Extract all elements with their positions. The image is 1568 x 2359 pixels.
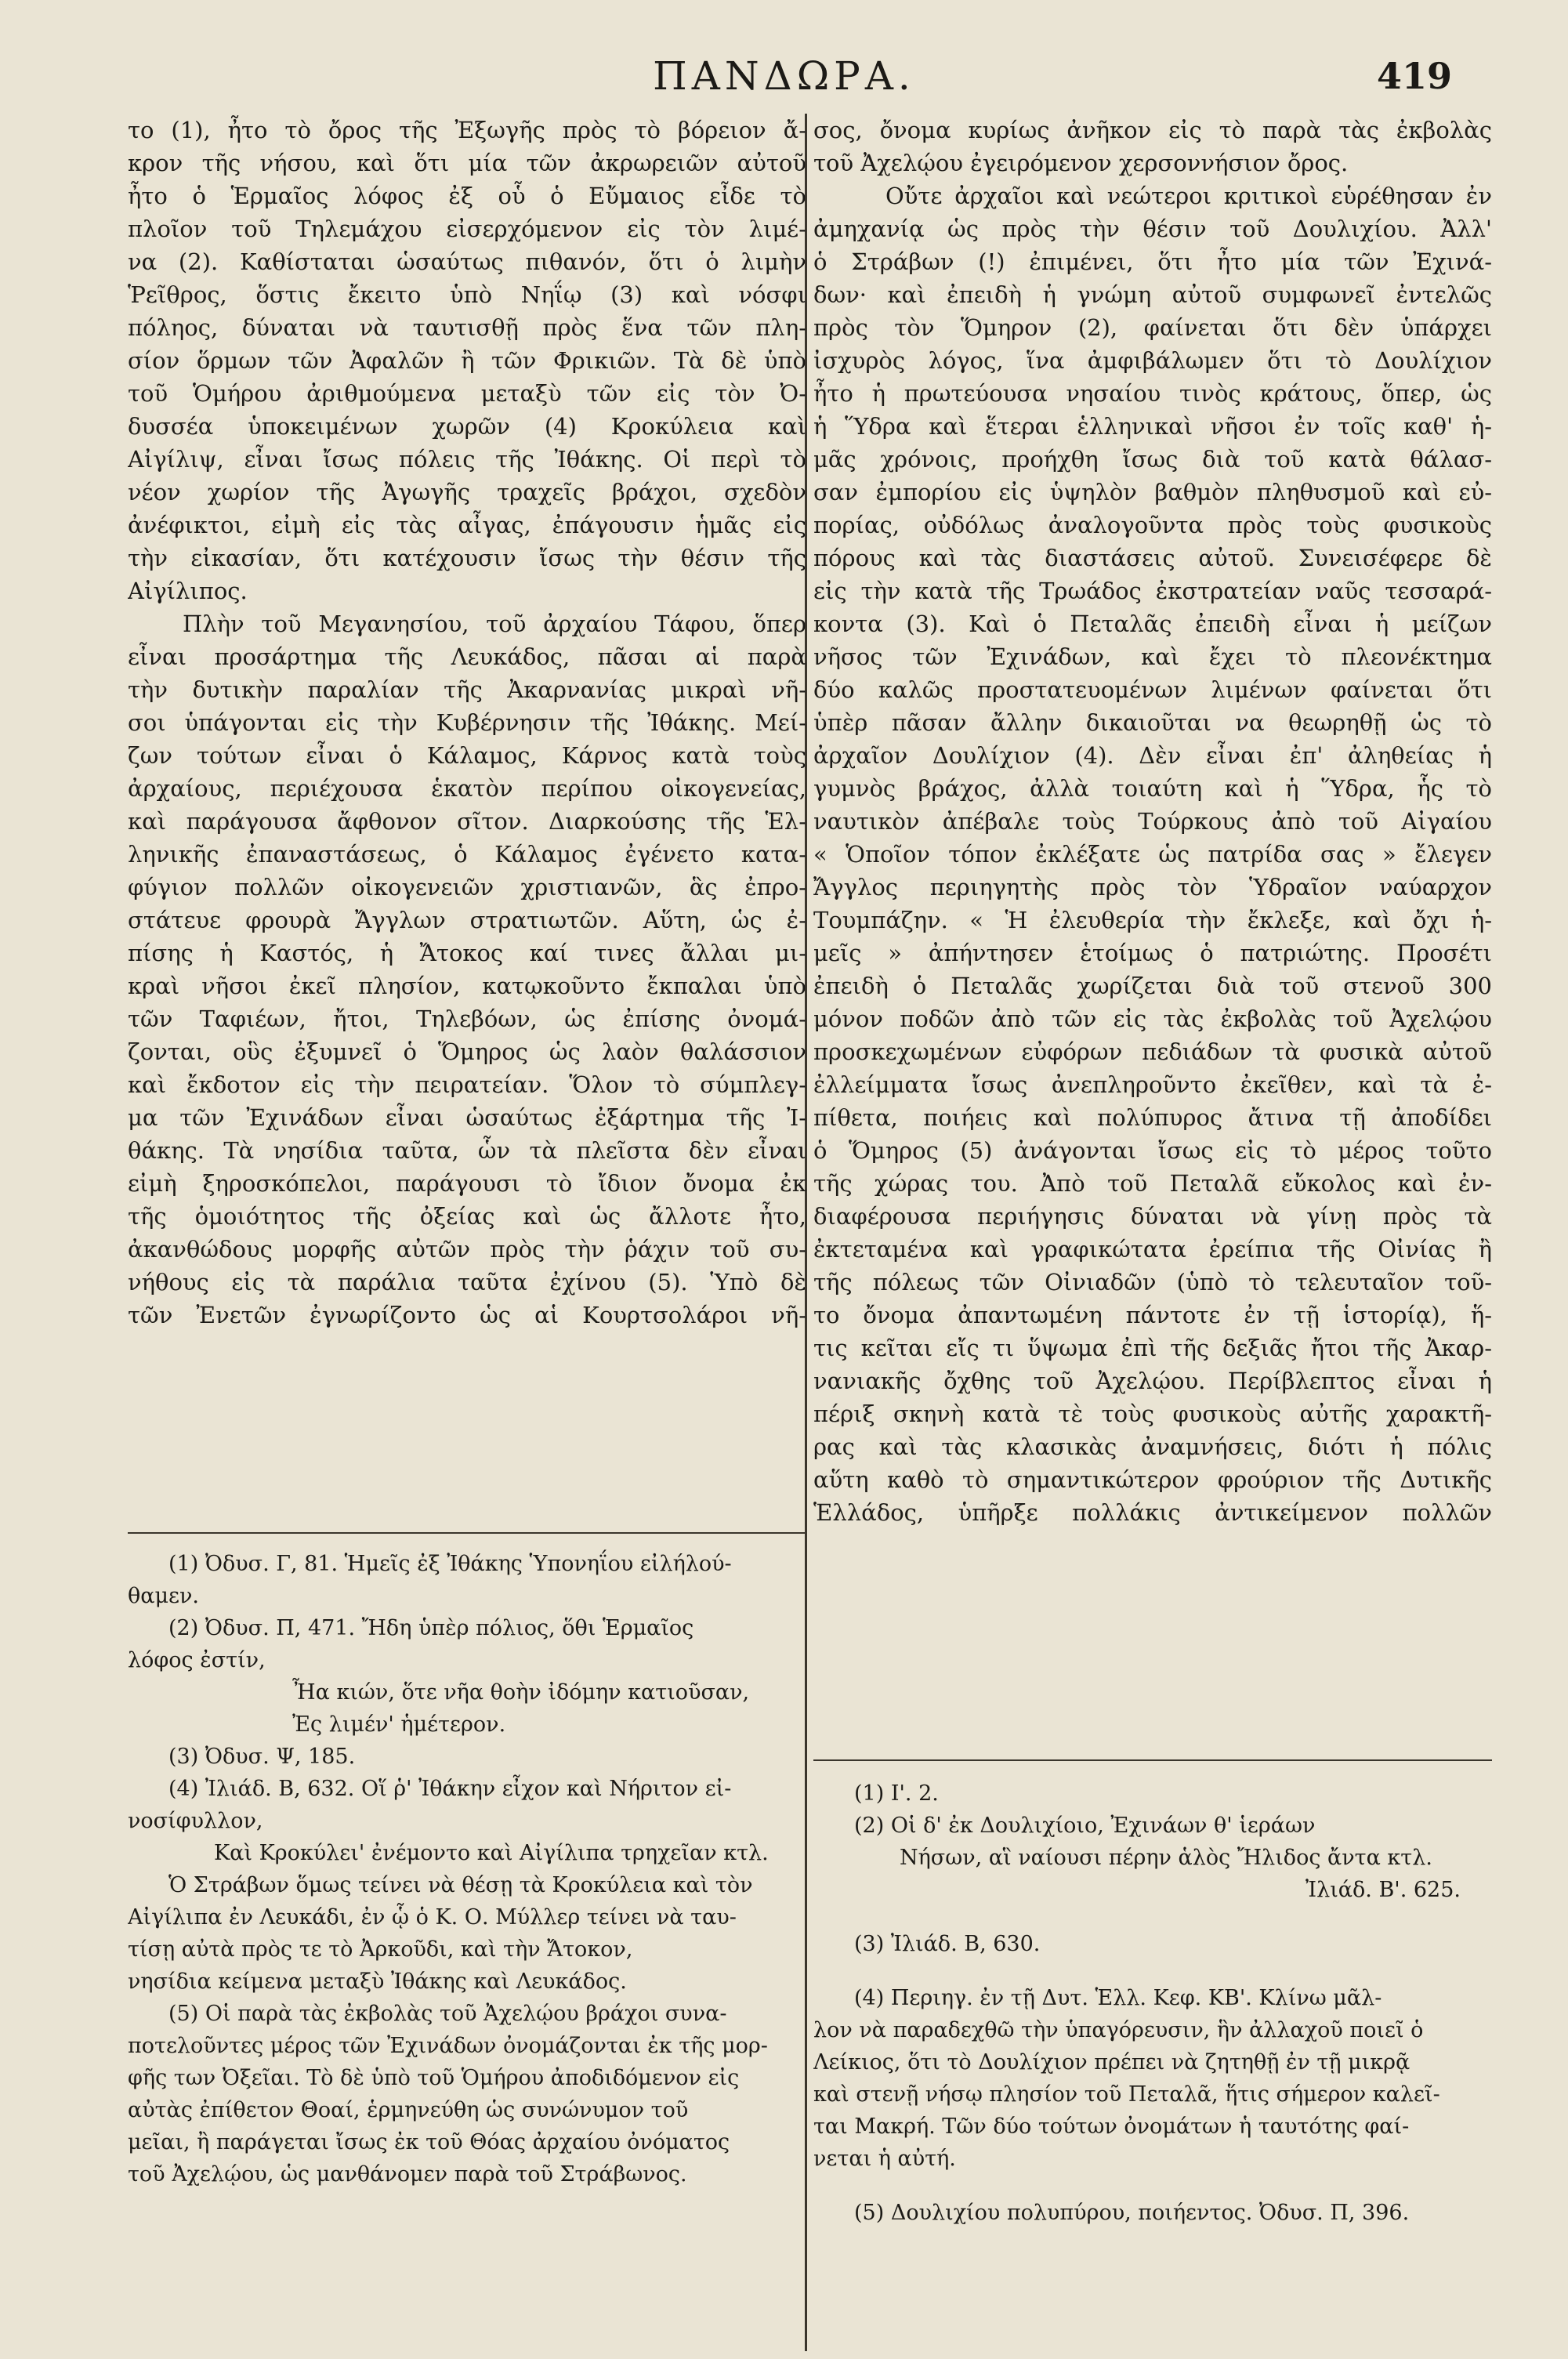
text-line: ἦτο ὁ Ἑρμαῖος λόφος ἐξ οὗ ὁ Εὔμαιος εἶδε τὸ [128, 183, 806, 209]
text-line: σοι ὑπάγονται εἰς τὴν Κυβέρνησιν τῆς Ἰθάκης. Μεί- [128, 709, 806, 736]
text-line: πίθετα, ποιήεις καὶ πολύπυρος ἄτινα τῇ ἀποδίδει [813, 1104, 1492, 1131]
footnote-line: νεται ἡ αὐτή. [813, 2147, 956, 2171]
text-line: διαφέρουσα περιήγησις δύναται νὰ γίνῃ πρὸς τὰ [813, 1203, 1492, 1230]
text-line: καὶ ἔκδοτον εἰς τὴν πειρατείαν. Ὅλον τὸ σύμπλεγ- [128, 1071, 806, 1098]
footnote-line: νοσίφυλλον, [128, 1809, 263, 1833]
text-line: εἰς τὴν κατὰ τῆς Τρωάδος ἐκστρατείαν ναῦς τεσσαρά- [813, 578, 1492, 604]
footnote-line: Αἰγίλιπα ἐν Λευκάδι, ἐν ᾧ ὁ Κ. Ο. Μύλλερ τείνει νὰ ταυ- [128, 1905, 737, 1930]
footnote-rule-right [813, 1759, 1492, 1761]
text-line: τὴν δυτικὴν παραλίαν τῆς Ἀκαρνανίας μικραὶ νῆ- [128, 676, 806, 703]
text-line: πόρους καὶ τὰς διαστάσεις αὐτοῦ. Συνεισέφερε δὲ [813, 545, 1492, 571]
text-line: τῆς χώρας του. Ἀπὸ τοῦ Πεταλᾶ εὔκολος καὶ ἐν- [813, 1170, 1492, 1197]
footnote-rule-left [128, 1532, 806, 1534]
text-line: Τουμπάζην. « Ἡ ἐλευθερία τὴν ἔκλεξε, καὶ ὄχι ἡ- [813, 907, 1492, 933]
text-line: εἶναι προσάρτημα τῆς Λευκάδος, πᾶσαι αἱ παρὰ [128, 643, 806, 670]
text-line: ἀκανθώδους μορφῆς αὐτῶν πρὸς τὴν ῥάχιν τοῦ συ- [128, 1236, 806, 1263]
text-line: πόληος, δύναται νὰ ταυτισθῇ πρὸς ἕνα τῶν πλη- [128, 314, 806, 341]
text-line: μα τῶν Ἐχινάδων εἶναι ὡσαύτως ἐξάρτημα τῆς Ἰ- [128, 1104, 806, 1131]
text-line: ὑπὲρ πᾶσαν ἄλλην δικαιοῦται να θεωρηθῇ ὡς τὸ [813, 709, 1492, 736]
footnote-gap [813, 1906, 1492, 1928]
text-line: ρας καὶ τὰς κλασικὰς ἀναμνήσεις, διότι ἡ πόλις [813, 1433, 1492, 1460]
footnote-line: Ὁ Στράβων ὅμως τείνει νὰ θέσῃ τὰ Κροκύλεια καὶ τὸν [168, 1873, 753, 1897]
footnote-line: καὶ στενῇ νήσῳ πλησίον τοῦ Πεταλᾶ, ἥτις σήμερον καλεῖ- [813, 2082, 1440, 2107]
paragraph-start-line: Οὔτε ἀρχαῖοι καὶ νεώτεροι κριτικοὶ εὑρέθησαν ἐν [885, 183, 1492, 209]
footnote-line: (1) Ὀδυσ. Γ, 81. Ἡμεῖς ἐξ Ἰθάκης Ὑπονηΐου εἰλήλού- [168, 1552, 732, 1576]
footnote-line: (5) Οἱ παρὰ τὰς ἐκβολὰς τοῦ Ἀχελῴου βράχοι συνα- [168, 2002, 727, 2026]
text-line: τῶν Ταφιέων, ἤτοι, Τηλεβόων, ὡς ἐπίσης ὀνομά- [128, 1006, 806, 1032]
text-line: νέον χωρίον τῆς Ἀγωγῆς τραχεῖς βράχοι, σχεδὸν [128, 479, 806, 506]
text-line: τῶν Ἐνετῶν ἐγνωρίζοντο ὡς αἱ Κουρτσολάροι νῆ- [128, 1302, 806, 1328]
text-line: ναυτικὸν ἀπέβαλε τοὺς Τούρκους ἀπὸ τοῦ Αἰγαίου [813, 808, 1492, 835]
text-line: σαν ἐμπορίου εἰς ὑψηλὸν βαθμὸν πληθυσμοῦ καὶ εὐ- [813, 479, 1492, 506]
footnote-line: φῆς των Ὀξεῖαι. Τὸ δὲ ὑπὸ τοῦ Ὁμήρου ἀποδιδόμενον εἰς [128, 2066, 740, 2090]
text-line: προσκεχωμένων εὐφόρων πεδιάδων τὰ φυσικὰ αὐτοῦ [813, 1038, 1492, 1065]
text-line: Αἰγίλιψ, εἶναι ἴσως πόλεις τῆς Ἰθάκης. Οἱ περὶ τὸ [128, 446, 806, 473]
text-line: θάκης. Τὰ νησίδια ταῦτα, ὧν τὰ πλεῖστα δὲν εἶναι [128, 1137, 806, 1164]
text-line: τῆς πόλεως τῶν Οἰνιαδῶν (ὑπὸ τὸ τελευταῖον τοῦ- [813, 1269, 1492, 1295]
text-line: κραὶ νῆσοι ἐκεῖ πλησίον, κατῳκοῦντο ἔκπαλαι ὑπὸ [128, 973, 806, 999]
footnote-line: Λείκιος, ὅτι τὸ Δουλίχιον πρέπει νὰ ζητηθῇ ἐν τῇ μικρᾷ [813, 2050, 1410, 2075]
footnote-line: ται Μακρή. Τῶν δύο τούτων ὀνομάτων ἡ ταυτότης φαί- [813, 2114, 1410, 2139]
text-line: αὕτη καθὸ τὸ σημαντικώτερον φρούριον τῆς Δυτικῆς [813, 1466, 1492, 1493]
text-line: εἰμὴ ξηροσκόπελοι, παράγουσι τὸ ἴδιον ὄνομα ἐκ [128, 1170, 806, 1197]
footnote-line: (2) Ὀδυσ. Π, 471. Ἤδη ὑπὲρ πόλιος, ὅθι Ἑρμαῖος [168, 1616, 694, 1640]
text-line: ἐπειδὴ ὁ Πεταλᾶς χωρίζεται διὰ τοῦ στενοῦ 300 [813, 973, 1492, 999]
running-head-title: ΠΑΝΔΩΡΑ. [653, 53, 915, 99]
text-line: ἀρχαίους, περιέχουσα ἑκατὸν περίπου οἰκογενείας, [128, 775, 806, 802]
text-line: Ἑλλάδος, ὑπῆρξε πολλάκις ἀντικείμενον πολλῶν [813, 1499, 1492, 1526]
footnote-line: μεῖαι, ἢ παράγεται ἴσως ἐκ τοῦ Θόας ἀρχαίου ὀνόματος [128, 2130, 730, 2154]
text-line: πρὸς τὸν Ὅμηρον (2), φαίνεται ὅτι δὲν ὑπάρχει [813, 314, 1492, 341]
footnote-line: (4) Περιηγ. ἐν τῇ Δυτ. Ἑλλ. Κεφ. ΚΒ'. Κλίνω μᾶλ- [854, 1986, 1382, 2010]
text-line: πλοῖον τοῦ Τηλεμάχου εἰσερχόμενον εἰς τὸν λιμέ- [128, 216, 806, 242]
text-line: νῆσος τῶν Ἐχινάδων, καὶ ἔχει τὸ πλεονέκτημα [813, 643, 1492, 670]
text-line: πορίας, οὐδόλως ἀναλογοῦντα πρὸς τοὺς φυσικοὺς [813, 512, 1492, 538]
text-line: νανιακῆς ὄχθης τοῦ Ἀχελῴου. Περίβλεπτος εἶναι ἡ [813, 1368, 1492, 1394]
text-line: ἐκτεταμένα καὶ γραφικώτατα ἐρείπια τῆς Οἰνίας ἢ [813, 1236, 1492, 1263]
text-line: τις κεῖται εἴς τι ὕψωμα ἐπὶ τῆς δεξιᾶς ἤτοι τῆς Ἀκαρ- [813, 1335, 1492, 1361]
text-line: φύγιον πολλῶν οἰκογενειῶν χριστιανῶν, ἃς ἐπρο- [128, 874, 806, 900]
footnote-line: (5) Δουλιχίου πολυπύρου, ποιήεντος. Ὀδυσ. Π, 396. [854, 2201, 1410, 2225]
footnote-line: Νήσων, αἳ ναίουσι πέρην ἁλὸς Ἤλιδος ἄντα κτλ. [900, 1846, 1432, 1870]
text-line: ὁ Ὅμηρος (5) ἀνάγονται ἴσως εἰς τὸ μέρος τοῦτο [813, 1137, 1492, 1164]
footnote-line: (2) Οἱ δ' ἐκ Δουλιχίοιο, Ἐχινάων θ' ἱεράων [854, 1814, 1316, 1838]
text-line: μᾶς χρόνοις, προήχθη ἴσως διὰ τοῦ κατὰ θάλασ- [813, 446, 1492, 473]
text-line: ἀρχαῖον Δουλίχιον (4). Δὲν εἶναι ἐπ' ἀληθείας ἡ [813, 742, 1492, 769]
footnote-line: ποτελοῦντες μέρος τῶν Ἐχινάδων ὀνομάζονται ἐκ τῆς μορ- [128, 2034, 768, 2058]
text-line: ἀνέφικτοι, εἰμὴ εἰς τὰς αἶγας, ἐπάγουσιν ἡμᾶς εἰς [128, 512, 806, 538]
footnote-line: Ἰλιάδ. Β'. 625. [1305, 1878, 1461, 1902]
text-line: τοῦ Ὁμήρου ἀριθμούμενα μεταξὺ τῶν εἰς τὸν Ὀ- [128, 380, 806, 407]
text-line: το (1), ἦτο τὸ ὄρος τῆς Ἐξωγῆς πρὸς τὸ βόρειον ἄ- [128, 117, 806, 143]
left-column-text [128, 114, 806, 1332]
text-line: ὁ Στράβων (!) ἐπιμένει, ὅτι ἦτο μία τῶν Ἐχινά- [813, 248, 1492, 275]
paragraph-start-line: Πλὴν τοῦ Μεγανησίου, τοῦ ἀρχαίου Τάφου, ὅπερ [183, 611, 806, 637]
text-line: Ἄγγλος περιηγητὴς πρὸς τὸν Ὑδραῖον ναύαρχον [813, 874, 1492, 900]
text-line: μόνον ποδῶν ἀπὸ τῶν εἰς τὰς ἐκβολὰς τοῦ Ἀχελῴου [813, 1006, 1492, 1032]
text-line: ἐλλείμματα ἴσως ἀνεπληροῦντο ἐκεῖθεν, καὶ τὰ ἐ- [813, 1071, 1492, 1098]
text-line: δυσσέα ὑποκειμένων χωρῶν (4) Κροκύλεια καὶ [128, 413, 806, 440]
text-line: τὴν εἰκασίαν, ὅτι κατέχουσιν ἴσως τὴν θέσιν τῆς [128, 545, 806, 571]
text-line: καὶ παράγουσα ἄφθονον σῖτον. Διαρκούσης τῆς Ἑλ- [128, 808, 806, 835]
footnote-line: (3) Ἰλιάδ. Β, 630. [854, 1932, 1041, 1956]
footnote-line: τίσῃ αὐτὰ πρὸς τε τὸ Ἀρκοῦδι, καὶ τὴν Ἄτοκον, [128, 1937, 633, 1962]
text-line: τοῦ Ἀχελῴου ἐγειρόμενον χερσοννήσιον ὄρος. [813, 150, 1349, 176]
footnote-line: θαμεν. [128, 1584, 200, 1608]
footnote-line: αὐτὰς ἐπίθετον Θοαί, ἑρμηνεύθη ὡς συνώνυμον τοῦ [128, 2098, 689, 2122]
footnote-line: (3) Ὀδυσ. Ψ, 185. [168, 1745, 356, 1769]
text-line: δύο καλῶς προστατευομένων λιμένων φαίνεται ὅτι [813, 676, 1492, 703]
footnote-line: Ἐς λιμέν' ἡμέτερον. [292, 1712, 506, 1737]
page-number: 419 [1376, 55, 1452, 97]
text-line: σίον ὅρμων τῶν Ἀφαλῶν ἢ τῶν Φρικιῶν. Τὰ δὲ ὑπὸ [128, 347, 806, 374]
right-column-text [813, 114, 1492, 1529]
text-line: « Ὁποῖον τόπον ἐκλέξατε ὡς πατρίδα σας » ἔλεγεν [813, 841, 1492, 868]
text-line: ἰσχυρὸς λόγος, ἵνα ἀμφιβάλωμεν ὅτι τὸ Δουλίχιον [813, 347, 1492, 374]
text-line: Ῥεῖθρος, ὅστις ἔκειτο ὑπὸ Νηΐῳ (3) καὶ νόσφι [128, 281, 806, 308]
footnote-line: νησίδια κείμενα μεταξὺ Ἰθάκης καὶ Λευκάδος. [128, 1969, 627, 1994]
text-line: Αἰγίλιπος. [128, 578, 248, 604]
text-line: γυμνὸς βράχος, ἀλλὰ τοιαύτη καὶ ἡ Ὕδρα, ἧς τὸ [813, 775, 1492, 802]
footnote-gap [813, 2175, 1492, 2197]
footnote-line: (4) Ἰλιάδ. Β, 632. Οἵ ῥ' Ἰθάκην εἶχον καὶ Νήριτον εἰ- [168, 1777, 732, 1801]
text-line: το ὄνομα ἀπαντωμένη πάντοτε ἐν τῇ ἱστορίᾳ), ἥ- [813, 1302, 1492, 1328]
footnote-line: τοῦ Ἀχελῴου, ὡς μανθάνομεν παρὰ τοῦ Στράβωνος. [128, 2162, 687, 2187]
text-line: ἦτο ἡ πρωτεύουσα νησαίου τινὸς κράτους, ὅπερ, ὡς [813, 380, 1492, 407]
text-line: δων· καὶ ἐπειδὴ ἡ γνώμη αὐτοῦ συμφωνεῖ ἐντελῶς [813, 281, 1492, 308]
text-line: να (2). Καθίσταται ὡσαύτως πιθανόν, ὅτι ὁ λιμὴν [128, 248, 806, 275]
left-footnotes [128, 1548, 806, 2190]
text-line: σος, ὄνομα κυρίως ἀνῆκον εἰς τὸ παρὰ τὰς ἐκβολὰς [813, 117, 1492, 143]
footnote-line: λόφος ἐστίν, [128, 1648, 266, 1672]
text-line: πίσης ἡ Καστός, ἡ Ἄτοκος καί τινες ἄλλαι μι- [128, 940, 806, 966]
right-footnotes [813, 1777, 1492, 2229]
text-line: ἀμηχανίᾳ ὡς πρὸς τὴν θέσιν τοῦ Δουλιχίου. Ἀλλ' [813, 216, 1492, 242]
footnote-gap [813, 1960, 1492, 1982]
text-line: ληνικῆς ἐπαναστάσεως, ὁ Κάλαμος ἐγένετο κατα- [128, 841, 806, 868]
footnote-line: (1) Ι'. 2. [854, 1781, 939, 1806]
text-line: πέριξ σκηνὴ κατὰ τὲ τοὺς φυσικοὺς αὐτῆς χαρακτῆ- [813, 1401, 1492, 1427]
text-line: τῆς ὁμοιότητος τῆς ὀξείας καὶ ὡς ἄλλοτε ἦτο, [128, 1203, 806, 1230]
text-line: μεῖς » ἀπήντησεν ἑτοίμως ὁ πατριώτης. Προσέτι [813, 940, 1492, 966]
text-line: ζων τούτων εἶναι ὁ Κάλαμος, Κάρνος κατὰ τοὺς [128, 742, 806, 769]
text-line: ζονται, οὓς ἐξυμνεῖ ὁ Ὅμηρος ὡς λαὸν θαλάσσιον [128, 1038, 806, 1065]
text-line: ἡ Ὕδρα καὶ ἕτεραι ἑλληνικαὶ νῆσοι ἐν τοῖς καθ' ἡ- [813, 413, 1492, 440]
footnote-line: Καὶ Κροκύλει' ἐνέμοντο καὶ Αἰγίλιπα τρηχεῖαν κτλ. [214, 1841, 769, 1865]
text-line: στάτευε φρουρὰ Ἄγγλων στρατιωτῶν. Αὕτη, ὡς ἐ- [128, 907, 806, 933]
text-line: νήθους εἰς τὰ παράλια ταῦτα ἐχίνου (5). Ὑπὸ δὲ [128, 1269, 806, 1295]
footnote-line: λον νὰ παραδεχθῶ τὴν ὑπαγόρευσιν, ἣν ἀλλαχοῦ ποιεῖ ὁ [813, 2018, 1424, 2042]
footnote-line: Ἦα κιών, ὅτε νῆα θοὴν ἰδόμην κατιοῦσαν, [292, 1680, 750, 1705]
text-line: κοντα (3). Καὶ ὁ Πεταλᾶς ἐπειδὴ εἶναι ἡ μείζων [813, 611, 1492, 637]
text-line: κρον τῆς νήσου, καὶ ὅτι μία τῶν ἀκρωρειῶν αὐτοῦ [128, 150, 806, 176]
